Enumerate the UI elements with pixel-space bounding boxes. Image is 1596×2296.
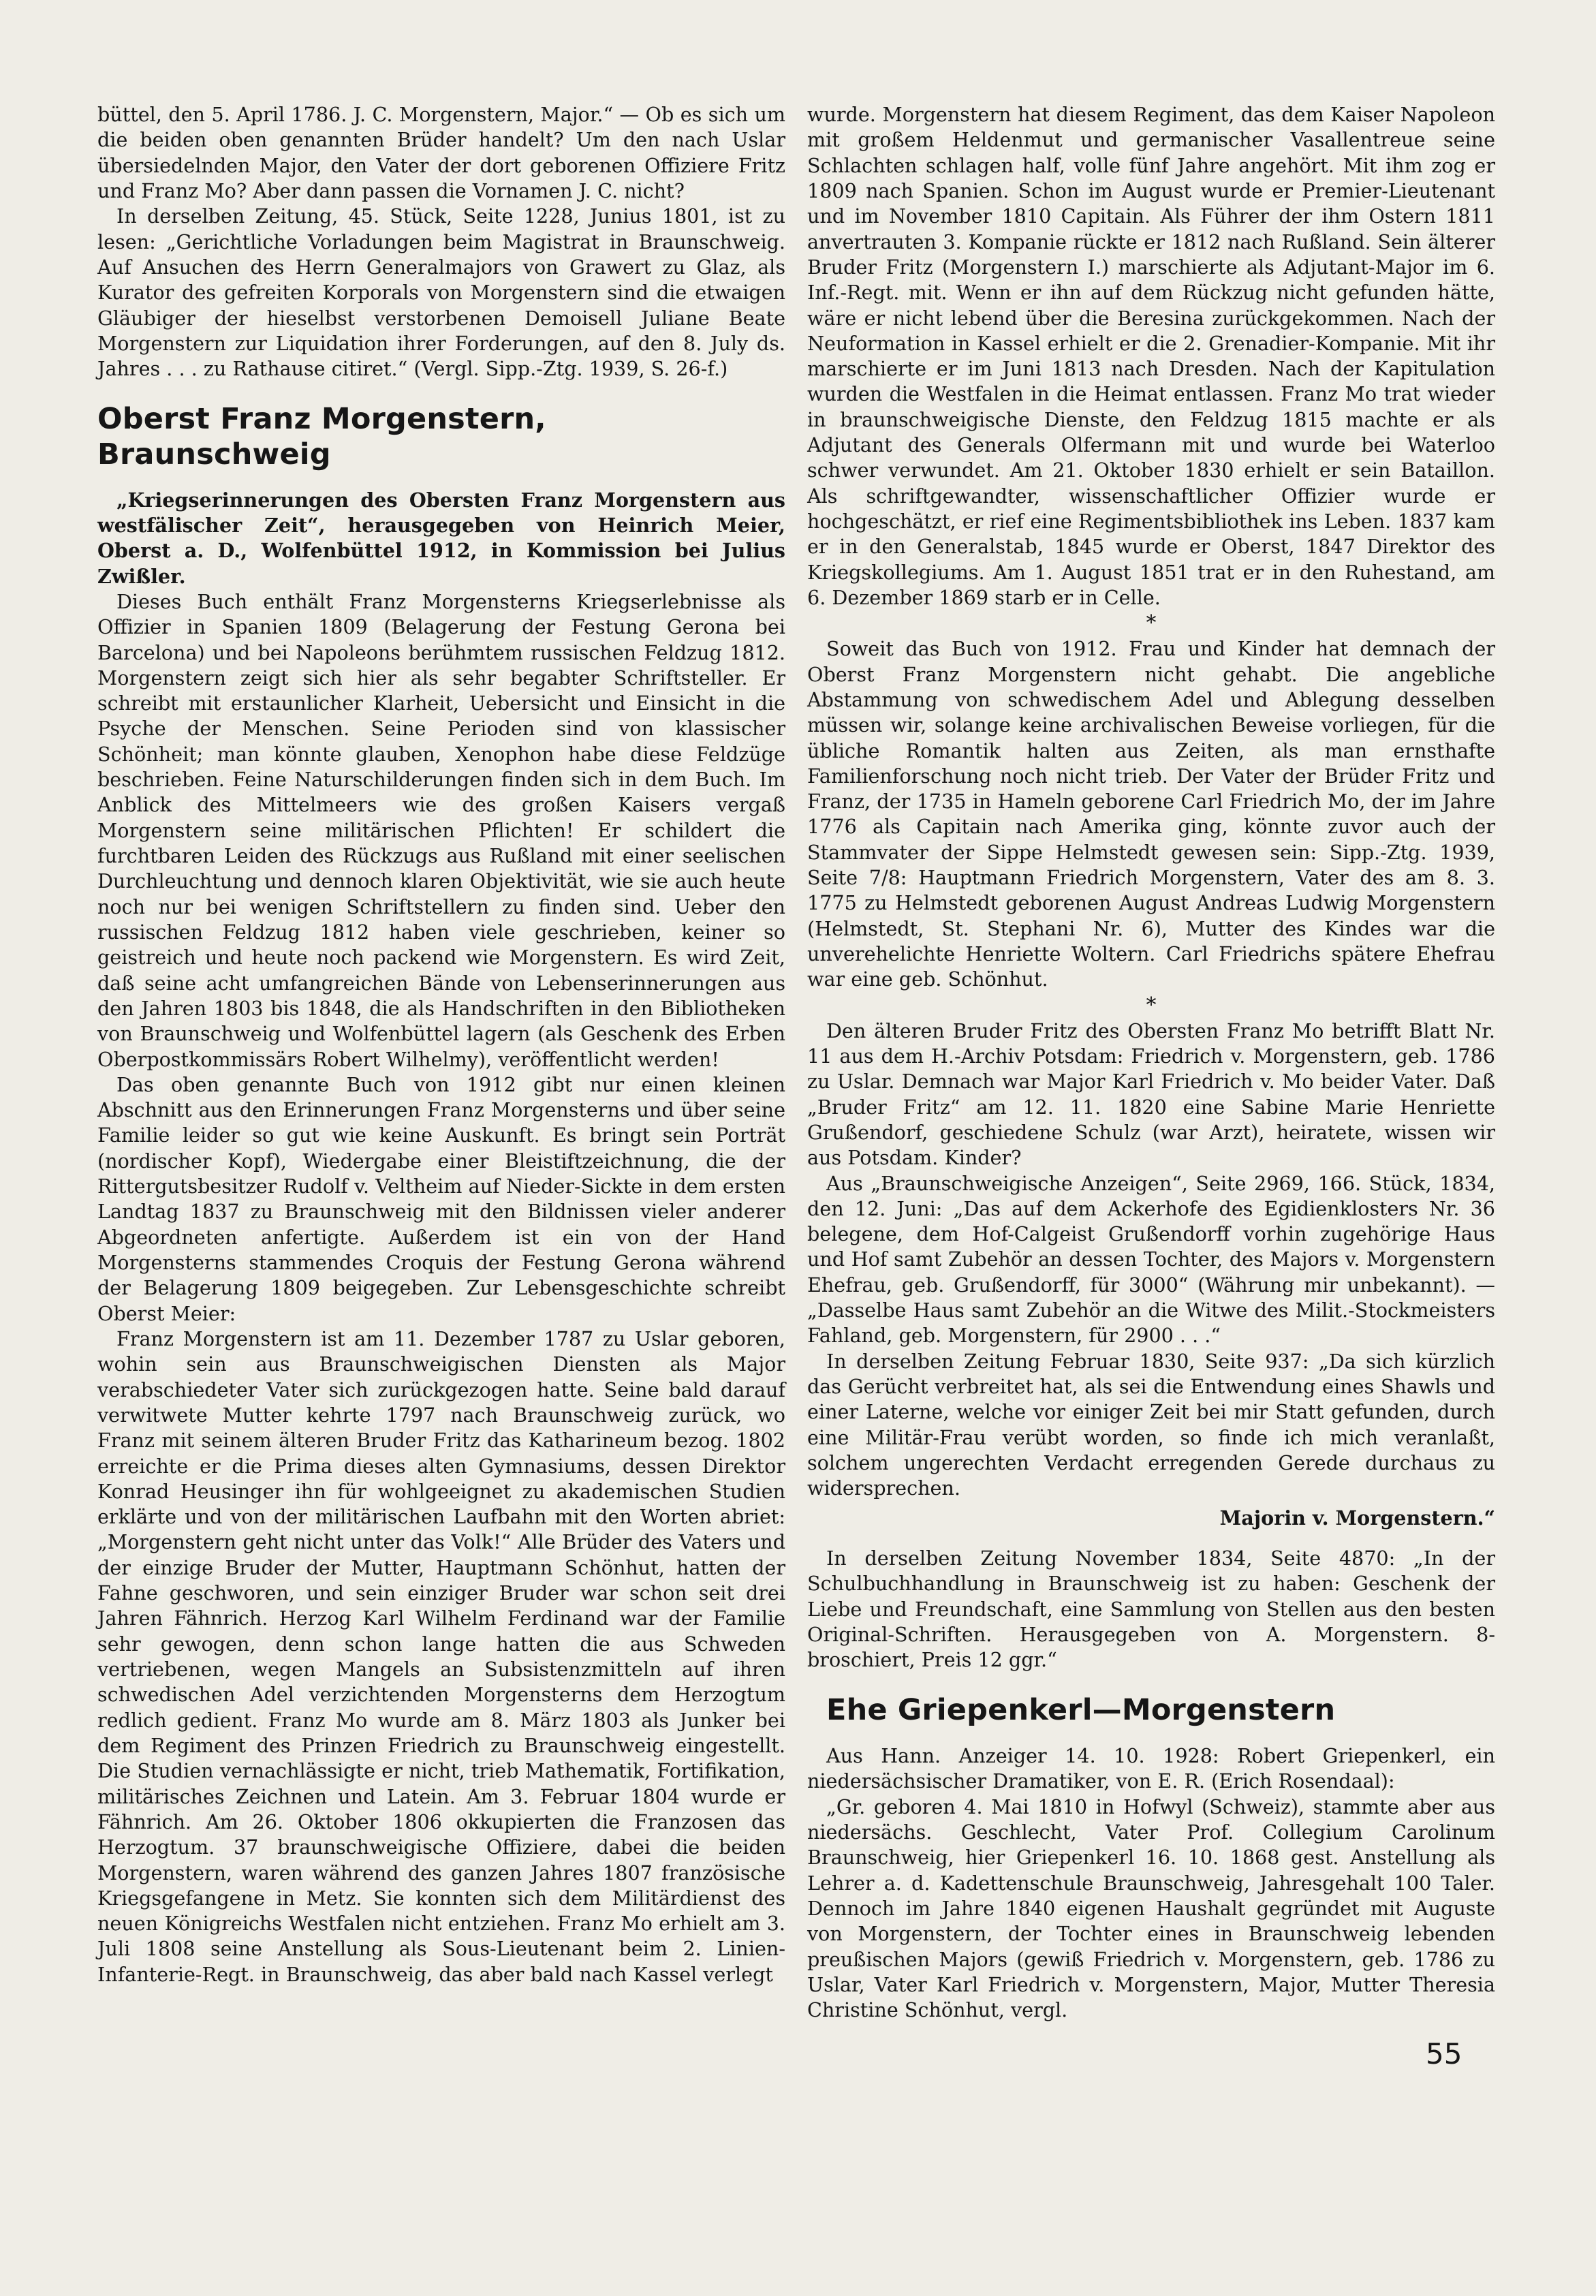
paragraph: büttel, den 5. April 1786. J. C. Morgenstern, Major.“ — Ob es sich um die beiden oben genannten Brüder handelt? Um den nach Uslar übersiedelnden Major, den Vater der dort geborenen Offiziere Fritz und Franz Mo? Aber dann passen die Vornamen J. C. nicht? (97, 103, 785, 202)
paragraph: Franz Morgenstern ist am 11. Dezember 1787 zu Uslar geboren, wohin sein aus Braunschweigischen Diensten als Major verabschiedeter Vater sich zurückgezogen hatte. Seine bald darauf verwitwete Mutter kehrte 1797 nach Braunschweig zurück, wo Franz mit seinem älteren Bruder Fritz das Katharineum bezog. 1802 erreichte er die Prima dieses alten Gymnasiums, dessen Direktor Konrad Heusinger ihn für wohlgeeignet zu akademischen Studien erklärte und von der militärischen Laufbahn mit den Worten abriet: „Morgenstern geht nicht unter das Volk!“ Alle Brüder des Vaters und der einzige Bruder der Mutter, Hauptmann Schönhut, hatten der Fahne geschworen, und sein einziger Bruder war schon seit drei Jahren Fähnrich. Herzog Karl Wilhelm Ferdinand war der Familie sehr gewogen, denn schon lange hatten die aus Schweden vertriebenen, wegen Mangels an Subsistenzmitteln auf ihren schwedischen Adel verzichtenden Morgensterns dem Herzogtum redlich gedient. Franz Mo wurde am 8. März 1803 als Junker bei dem Regiment des Prinzen Friedrich zu Braunschweig eingestellt. Die Studien vernachlässigte er nicht, trieb Mathematik, Fortifikation, militärisches Zeichnen und Latein. Am 3. Februar 1804 wurde er Fähnrich. Am 26. Oktober 1806 okkupierten die Franzosen das Herzogtum. 37 braunschweigische Offiziere, dabei die beiden Morgenstern, waren während des ganzen Jahres 1807 französische Kriegsgefangene in Metz. Sie konnten sich dem Militärdienst des neuen Königreichs Westfalen nicht entziehen. Franz Mo erhielt am 3. Juli 1808 seine Anstellung als Sous-Lieutenant beim 2. Linien-Infanterie-Regt. in Braunschweig, das aber bald nach Kassel verlegt (97, 1327, 785, 1986)
paragraph: wurde. Morgenstern hat diesem Regiment, das dem Kaiser Napoleon mit großem Heldenmut und germanischer Vasallentreue seine Schlachten schlagen half, volle fünf Jahre angehört. Mit ihm zog er 1809 nach Spanien. Schon im August wurde er Premier-Lieutenant und im November 1810 Capitain. Als Führer der ihm Ostern 1811 anvertrauten 3. Kompanie rückte er 1812 nach Rußland. Sein älterer Bruder Fritz (Morgenstern I.) marschierte als Adjutant-Major im 6. Inf.-Regt. mit. Wenn er ihn auf dem Rückzug nicht gefunden hätte, wäre er nicht lebend über die Beresina zurückgekommen. Nach der Neuformation in Kassel erhielt er die 2. Grenadier-Kompanie. Mit ihr marschierte er im Juni 1813 nach Dresden. Nach der Kapitulation wurden die Westfalen in die Heimat entlassen. Franz Mo trat wieder in braunschweigische Dienste, den Feldzug 1815 machte er als Adjutant des Generals Olfermann mit und wurde bei Waterloo schwer verwundet. Am 21. Oktober 1830 erhielt er sein Bataillon. Als schriftgewandter, wissenschaftlicher Offizier wurde er hochgeschätzt, er rief eine Regimentsbibliothek ins Leben. 1837 kam er in den Generalstab, 1845 wurde er Oberst, 1847 Direktor des Kriegskollegiums. Am 1. August 1851 trat er in den Ruhestand, am 6. Dezember 1869 starb er in Celle. (807, 103, 1495, 609)
paragraph: Dieses Buch enthält Franz Morgensterns Kriegserlebnisse als Offizier in Spanien 1809 (Belagerung der Festung Gerona bei Barcelona) und bei Napoleons berühmtem russischen Feldzug 1812. Morgenstern zeigt sich hier als sehr begabter Schriftsteller. Er schreibt mit erstaunlicher Klarheit, Uebersicht und Einsicht in die Psyche der Menschen. Seine Perioden sind von klassischer Schönheit; man könnte glauben, Xenophon habe diese Feldzüge beschrieben. Feine Naturschilderungen finden sich in dem Buch. Im Anblick des Mittelmeers wie des großen Kaisers vergaß Morgenstern seine militärischen Pflichten! Er schildert die furchtbaren Leiden des Rückzugs aus Rußland mit einer seelischen Durchleuchtung und dennoch klaren Objektivität, wie sie auch heute noch nur bei wenigen Schriftstellern zu finden sind. Ueber den russischen Feldzug 1812 haben viele geschrieben, keiner so geistreich und heute noch packend wie Morgenstern. Es wird Zeit, daß seine acht umfangreichen Bände von Lebenserinnerungen aus den Jahren 1803 bis 1848, die als Handschriften in den Bibliotheken von Braunschweig und Wolfenbüttel lagern (als Geschenk des Erben Oberpostkommissärs Robert Wilhelmy), veröffentlicht werden! (97, 589, 785, 1071)
right-column (807, 102, 1495, 2023)
left-column (97, 102, 785, 1987)
section-heading: Oberst Franz Morgenstern, Braunschweig (97, 402, 546, 472)
section-divider-star: * (1146, 611, 1157, 636)
section-divider-star: * (1146, 993, 1157, 1017)
page-number: 55 (1426, 2037, 1462, 2070)
paragraph: In derselben Zeitung, 45. Stück, Seite 1228, Junius 1801, ist zu lesen: „Gerichtliche Vorladungen beim Magistrat in Braunschweig. Auf Ansuchen des Herrn Generalmajors von Grawert zu Glaz, als Kurator des gefreiten Korporals von Morgenstern sind die etwaigen Gläubiger der hieselbst verstorbenen Demoisell Juliane Beate Morgenstern zur Liquidation ihrer Forderungen, auf den 8. July ds. Jahres . . . zu Rathause citiret.“ (Vergl. Sipp.-Ztg. 1939, S. 26-f.) (97, 204, 785, 381)
paragraph: Aus „Braunschweigische Anzeigen“, Seite 2969, 166. Stück, 1834, den 12. Juni: „Das auf dem Ackerhofe des Egidienklosters Nr. 36 belegene, dem Hof-Calgeist Grußendorff vorhin zugehörige Haus und Hof samt Zubehör an dessen Tochter, des Majors v. Morgenstern Ehefrau, geb. Grußendorff, für 3000“ (Währung mir unbekannt). — „Dasselbe Haus samt Zubehör an die Witwe des Milit.-Stockmeisters Fahland, geb. Morgenstern, für 2900 . . .“ (807, 1171, 1495, 1348)
book-citation: „Kriegserinnerungen des Obersten Franz Morgenstern aus westfälischer Zeit“, herausgegeben von Heinrich Meier, Oberst a. D., Wolfenbüttel 1912, in Kommission bei Julius Zwißler. (97, 488, 785, 588)
paragraph: In derselben Zeitung November 1834, Seite 4870: „In der Schulbuchhandlung in Braunschweig ist zu haben: Geschenk der Liebe und Freundschaft, eine Sammlung von Stellen aus den besten Original-Schriften. Herausgegeben von A. Morgenstern. 8-broschiert, Preis 12 ggr.“ (807, 1546, 1495, 1672)
signature-line: Majorin v. Morgenstern.“ (1219, 1506, 1495, 1530)
paragraph: „Gr. geboren 4. Mai 1810 in Hofwyl (Schweiz), stammte aber aus niedersächs. Geschlecht, Vater Prof. Collegium Carolinum Braunschweig, hier Griepenkerl 16. 10. 1868 gest. Anstellung als Lehrer a. d. Kadettenschule Braunschweig, Jahresgehalt 100 Taler. Dennoch im Jahre 1840 eigenen Haushalt gegründet mit Auguste von Morgenstern, der Tochter eines in Braunschweig lebenden preußischen Majors (gewiß Friedrich v. Morgenstern, geb. 1786 zu Uslar, Vater Karl Friedrich v. Morgenstern, Major, Mutter Theresia Christine Schönhut, vergl. (807, 1795, 1495, 2022)
section-heading: Ehe Griepenkerl—Morgenstern (826, 1693, 1336, 1728)
paragraph: Das oben genannte Buch von 1912 gibt nur einen kleinen Abschnitt aus den Erinnerungen Franz Morgensterns und über seine Familie leider so gut wie keine Auskunft. Es bringt sein Porträt (nordischer Kopf), Wiedergabe einer Bleistiftzeichnung, die der Rittergutsbesitzer Rudolf v. Veltheim auf Nieder-Sickte in dem ersten Landtag 1837 zu Braunschweig mit den Bildnissen vieler anderer Abgeordneten anfertigte. Außerdem ist ein von der Hand Morgensterns stammendes Croquis der Festung Gerona während der Belagerung 1809 beigegeben. Zur Lebensgeschichte schreibt Oberst Meier: (97, 1072, 785, 1325)
paragraph: Aus Hann. Anzeiger 14. 10. 1928: Robert Griepenkerl, ein niedersächsischer Dramatiker, von E. R. (Erich Rosendaal): (807, 1744, 1495, 1793)
paragraph: Den älteren Bruder Fritz des Obersten Franz Mo betrifft Blatt Nr. 11 aus dem H.-Archiv Potsdam: Friedrich v. Morgenstern, geb. 1786 zu Uslar. Demnach war Major Karl Friedrich v. Mo beider Vater. Daß „Bruder Fritz“ am 12. 11. 1820 eine Sabine Marie Henriette Grußendorf, geschiedene Schulz (war Arzt), heiratete, wissen wir aus Potsdam. Kinder? (807, 1019, 1495, 1170)
paragraph: Soweit das Buch von 1912. Frau und Kinder hat demnach der Oberst Franz Morgenstern nicht gehabt. Die angebliche Abstammung von schwedischem Adel und Ablegung desselben müssen wir, solange keine archivalischen Beweise vorliegen, für die übliche Romantik halten aus Zeiten, als man ernsthafte Familienforschung noch nicht trieb. Der Vater der Brüder Fritz und Franz, der 1735 in Hameln geborene Carl Friedrich Mo, der im Jahre 1776 als Capitain nach Amerika ging, könnte zuvor auch der Stammvater der Sippe Helmstedt gewesen sein: Sipp.-Ztg. 1939, Seite 7/8: Hauptmann Friedrich Morgenstern, Vater des am 8. 3. 1775 zu Helmstedt geborenen August Andreas Ludwig Morgenstern (Helmstedt, St. Stephani Nr. 6), Mutter des Kindes war die unverehelichte Henriette Woltern. Carl Friedrichs spätere Ehefrau war eine geb. Schönhut. (807, 637, 1495, 991)
paragraph: In derselben Zeitung Februar 1830, Seite 937: „Da sich kürzlich das Gerücht verbreitet hat, als sei die Entwendung eines Shawls und einer Laterne, welche vor einiger Zeit bei mir Statt gefunden, durch eine Militär-Frau verübt worden, so finde ich mich veranlaßt, solchem ungerechten Verdacht erregenden Gerede durchaus zu widersprechen. (807, 1349, 1495, 1500)
